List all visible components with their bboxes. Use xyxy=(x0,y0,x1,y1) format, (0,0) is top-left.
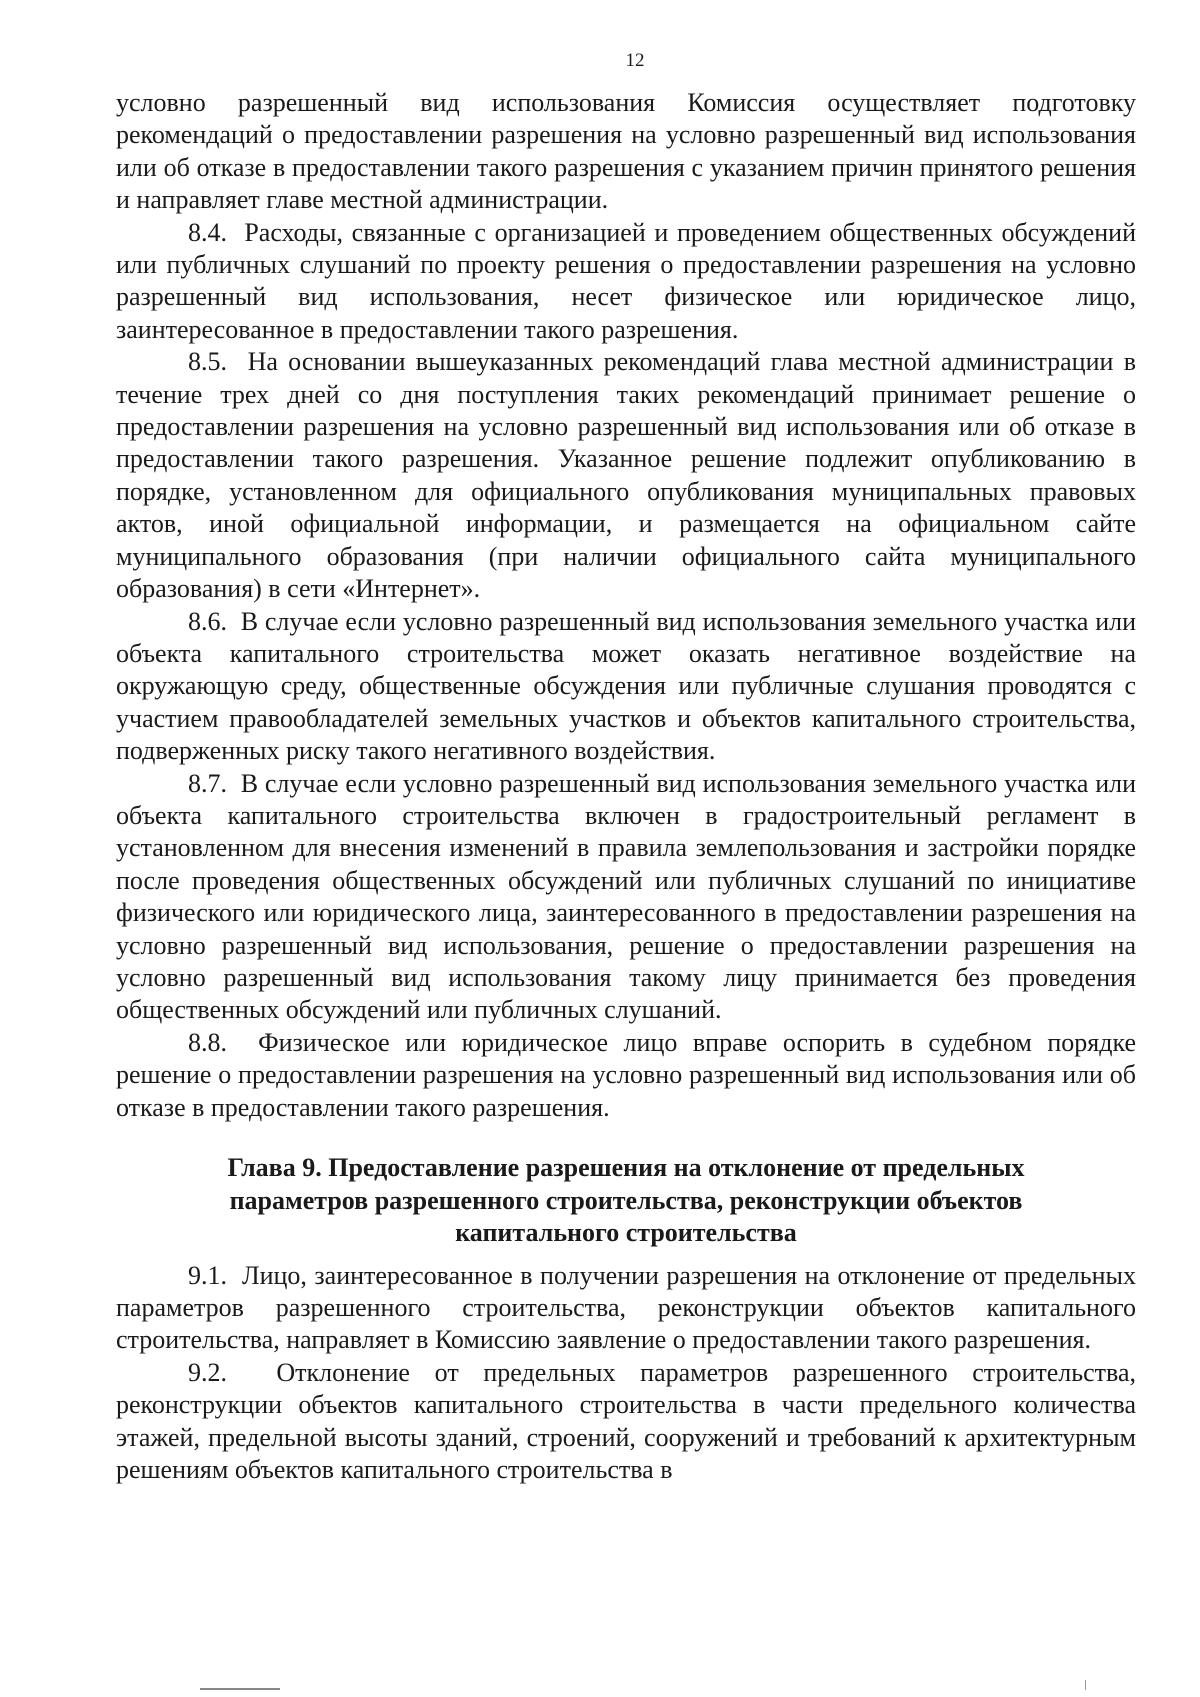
paragraph-text: В случае если условно разрешенный вид использования земельного участка или объекта капитального строительства может оказать негативное воздействие на окружающую среду, общественные обсуждения или публичные слушания проводятся с участием правообладателей земельных участков и объектов капитального строительства, подверженных риску такого негативного воздействия. xyxy=(116,606,1137,766)
paragraph-number: 8.7. xyxy=(188,768,227,798)
paragraph-8-4 xyxy=(116,217,1136,347)
paragraph-9-2 xyxy=(116,1357,1136,1487)
paragraph-8-7 xyxy=(116,768,1136,1027)
page-number: 12 xyxy=(625,50,645,71)
document-page xyxy=(116,50,1136,1486)
paragraph-text: На основании вышеуказанных рекомендаций глава местной администрации в течение трех дней со дня поступления таких рекомендаций принимает решение о предоставлении разрешения на условно разрешенный вид использования или об отказе в предоставлении такого разрешения. Указанное решение подлежит опубликованию в порядке, установленном для официального опубликования муниципальных правовых актов, иной официальной информации, и размещается на официальном сайте муниципального образования (при наличии официального сайта муниципального образования) в сети «Интернет». xyxy=(116,347,1136,604)
scan-artifact-mark xyxy=(200,1688,280,1690)
paragraph-8-6 xyxy=(116,606,1136,768)
paragraph-number: 8.4. xyxy=(188,217,227,247)
paragraph-continuation xyxy=(116,87,1136,217)
paragraph-9-1 xyxy=(116,1260,1136,1357)
chapter-heading: Глава 9. Предоставление разрешения на отклонение от предельных параметров разрешенного строительства, реконструкции объектов капитального строительства xyxy=(227,1153,1025,1247)
paragraph-8-5 xyxy=(116,346,1136,605)
paragraph-number: 8.6. xyxy=(188,606,227,636)
paragraph-text: Расходы, связанные с организацией и проведением общественных обсуждений или публичных слушаний по проекту решения о предоставлении разрешения на условно разрешенный вид использования, несет физическое или юридическое лицо, заинтересованное в предоставлении такого разрешения. xyxy=(116,217,1137,344)
paragraph-8-8 xyxy=(116,1027,1136,1124)
paragraph-text: Отклонение от предельных параметров разрешенного строительства, реконструкции объектов капитального строительства в части предельного количества этажей, предельной высоты зданий, строений, сооружений и требований к архитектурным решениям объектов капитального строительства в xyxy=(116,1357,1137,1484)
paragraph-number: 9.2. xyxy=(188,1357,227,1387)
scan-artifact-tick xyxy=(1085,1680,1086,1690)
paragraph-text: В случае если условно разрешенный вид использования земельного участка или объекта капитального строительства включен в градостроительный регламент в установленном для внесения изменений в правила землепользования и застройки порядке после проведения общественных обсуждений или публичных слушаний по инициативе физического или юридического лица, заинтересованного в предоставлении разрешения на условно разрешенный вид использования, решение о предоставлении разрешения на условно разрешенный вид использования такому лицу принимается без проведения общественных обсуждений или публичных слушаний. xyxy=(116,768,1137,1025)
paragraph-number: 9.1. xyxy=(188,1260,227,1290)
paragraph-text: условно разрешенный вид использования Комиссия осуществляет подготовку рекомендаций о предоставлении разрешения на условно разрешенный вид использования или об отказе в предоставлении такого разрешения с указанием причин принятого решения и направляет главе местной администрации. xyxy=(116,88,1136,215)
paragraph-number: 8.8. xyxy=(188,1027,227,1057)
paragraph-text: Физическое или юридическое лицо вправе оспорить в судебном порядке решение о предоставлении разрешения на условно разрешенный вид использования или об отказе в предоставлении такого разрешения. xyxy=(116,1027,1136,1122)
paragraph-number: 8.5. xyxy=(188,347,227,377)
paragraph-text: Лицо, заинтересованное в получении разрешения на отклонение от предельных параметров разрешенного строительства, реконструкции объектов капитального строительства, направляет в Комиссию заявление о предоставлении такого разрешения. xyxy=(116,1260,1137,1355)
